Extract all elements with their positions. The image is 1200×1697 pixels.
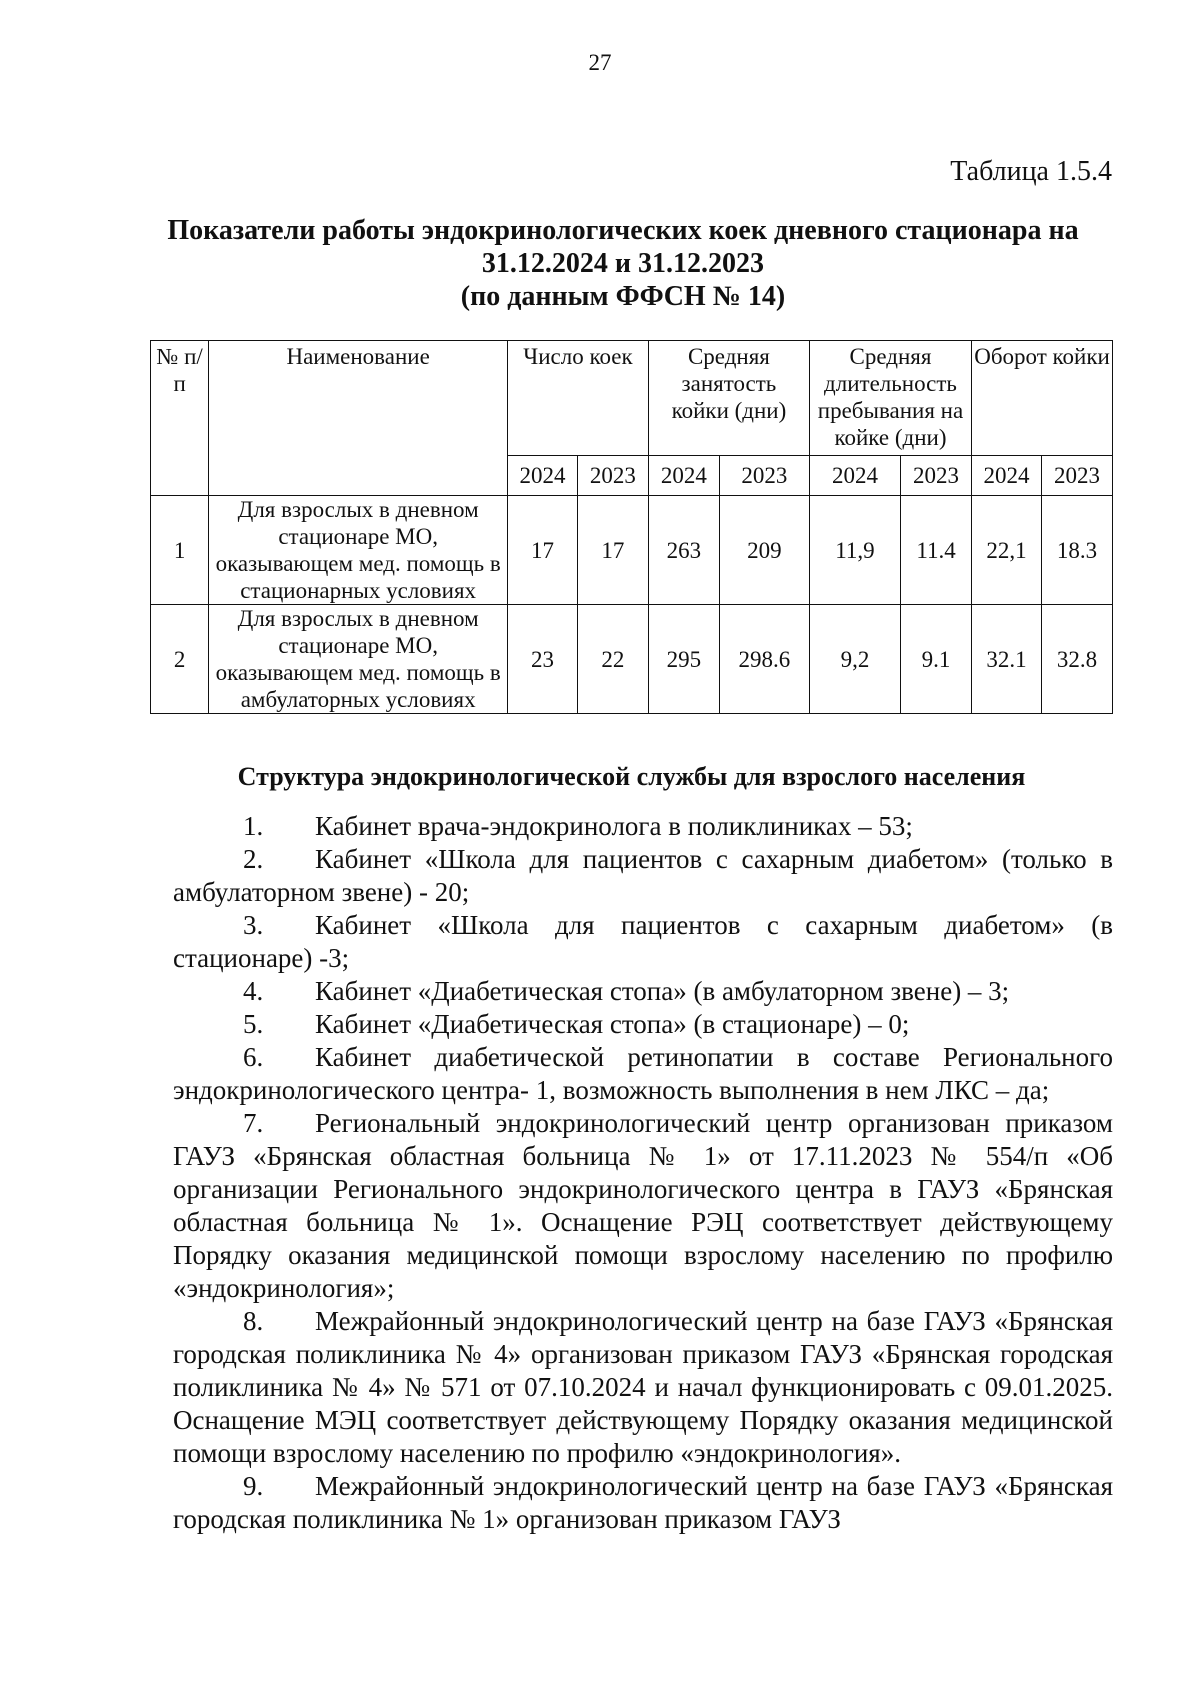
list-item — [173, 975, 1113, 1008]
header-year: 2023 — [577, 456, 648, 496]
cell-value: 9.1 — [901, 605, 972, 714]
cell-value: 32.8 — [1041, 605, 1112, 714]
header-turnover: Оборот койки — [972, 341, 1113, 456]
list-item — [173, 810, 1113, 843]
bed-stats-table — [150, 340, 1113, 714]
cell-value: 22 — [577, 605, 648, 714]
table-title — [140, 214, 1106, 313]
cell-value: 17 — [577, 496, 648, 605]
cell-value: 18.3 — [1041, 496, 1112, 605]
header-occupancy: Средняя занятость койки (дни) — [648, 341, 809, 456]
cell-value: 11,9 — [809, 496, 900, 605]
list-item-number: 1. — [243, 811, 264, 841]
header-year: 2024 — [972, 456, 1042, 496]
row-num: 1 — [151, 496, 209, 605]
list-item-number: 3. — [243, 910, 264, 940]
list-item — [173, 1107, 1113, 1305]
table-row — [151, 496, 1113, 605]
header-year: 2023 — [719, 456, 809, 496]
header-num: № п/п — [151, 341, 209, 496]
list-item-number: 6. — [243, 1042, 264, 1072]
structure-list — [173, 810, 1113, 1536]
list-item-text: Кабинет «Диабетическая стопа» (в амбулаторном звене) – 3; — [315, 976, 1010, 1006]
title-line-2: 31.12.2024 и 31.12.2023 — [481, 248, 765, 279]
list-item-text: Кабинет врача-эндокринолога в поликлиниках – 53; — [315, 811, 913, 841]
list-item-number: 9. — [243, 1471, 264, 1501]
section-title: Структура эндокринологической службы для взрослого населения — [237, 762, 1026, 791]
cell-value: 17 — [508, 496, 578, 605]
row-name: Для взрослых в дневном стационаре МО, оказывающем мед. помощь в стационарных условиях — [209, 496, 508, 605]
cell-value: 209 — [719, 496, 809, 605]
header-year: 2023 — [901, 456, 972, 496]
title-line-3: (по данным ФФСН № 14) — [460, 281, 786, 312]
cell-value: 295 — [648, 605, 719, 714]
header-year: 2024 — [648, 456, 719, 496]
list-item-number: 4. — [243, 976, 264, 1006]
cell-value: 22,1 — [972, 496, 1042, 605]
cell-value: 32.1 — [972, 605, 1042, 714]
list-item-text: Кабинет «Школа для пациентов с сахарным диабетом» (в стационаре) -3; — [173, 910, 1113, 973]
list-item-text: Кабинет «Школа для пациентов с сахарным диабетом» (только в амбулаторном звене) - 20; — [173, 844, 1113, 907]
cell-value: 23 — [508, 605, 578, 714]
cell-value: 298.6 — [719, 605, 809, 714]
list-item-text: Региональный эндокринологический центр организован приказом ГАУЗ «Брянская областная больница № 1» от 17.11.2023 № 554/п «Об организации Регионального эндокринологического центра в ГАУЗ «Брянская областная больница № 1». Оснащение РЭЦ соответствует действующему Порядку оказания медицинской помощи взрослому населению по профилю «эндокринология»; — [173, 1108, 1113, 1303]
header-year: 2023 — [1041, 456, 1112, 496]
header-beds: Число коек — [508, 341, 649, 456]
list-item-number: 5. — [243, 1009, 264, 1039]
title-line-1: Показатели работы эндокринологических коек дневного стационара на — [167, 215, 1079, 246]
row-name: Для взрослых в дневном стационаре МО, оказывающем мед. помощь в амбулаторных условиях — [209, 605, 508, 714]
list-item — [173, 843, 1113, 909]
list-item — [173, 1305, 1113, 1470]
list-item-text: Межрайонный эндокринологический центр на базе ГАУЗ «Брянская городская поликлиника № 4» организован приказом ГАУЗ «Брянская городская поликлиника № 4» № 571 от 07.10.2024 и начал функционировать с 09.01.2025. Оснащение МЭЦ соответствует действующему Порядку оказания медицинской помощи взрослому населению по профилю «эндокринология». — [173, 1306, 1113, 1468]
header-year: 2024 — [508, 456, 578, 496]
page-number: 27 — [588, 50, 612, 75]
list-item-text: Межрайонный эндокринологический центр на базе ГАУЗ «Брянская городская поликлиника № 1» организован приказом ГАУЗ — [173, 1471, 1113, 1534]
header-name: Наименование — [209, 341, 508, 496]
header-year: 2024 — [809, 456, 900, 496]
table-row — [151, 605, 1113, 714]
cell-value: 9,2 — [809, 605, 900, 714]
row-num: 2 — [151, 605, 209, 714]
table-label: Таблица 1.5.4 — [950, 156, 1112, 187]
list-item — [173, 909, 1113, 975]
list-item-number: 8. — [243, 1306, 264, 1336]
list-item-number: 7. — [243, 1108, 264, 1138]
list-item-text: Кабинет «Диабетическая стопа» (в стационаре) – 0; — [315, 1009, 910, 1039]
list-item-text: Кабинет диабетической ретинопатии в составе Регионального эндокринологического центра- 1, возможность выполнения в нем ЛКС – да; — [173, 1042, 1113, 1105]
cell-value: 11.4 — [901, 496, 972, 605]
cell-value: 263 — [648, 496, 719, 605]
list-item — [173, 1041, 1113, 1107]
list-item — [173, 1470, 1113, 1536]
list-item-number: 2. — [243, 844, 264, 874]
header-stay: Средняя длительность пребывания на койке (дни) — [809, 341, 971, 456]
list-item — [173, 1008, 1113, 1041]
